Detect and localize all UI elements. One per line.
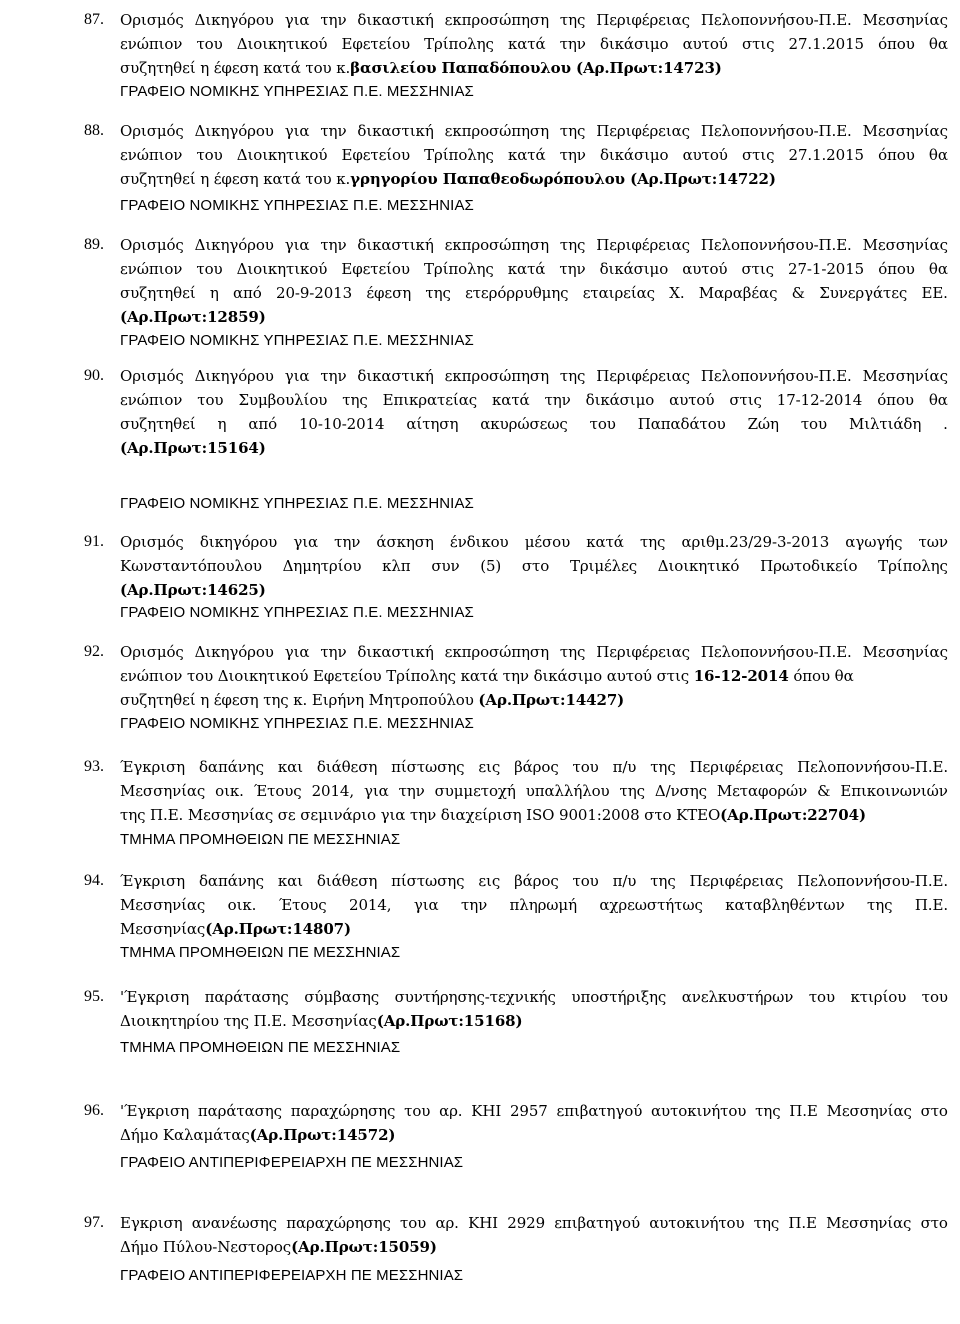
text-line: Μεσσηνίας οικ. Έτους 2014, για την συμμετοχή υπαλλήλου της Δ/νσης Μεταφορών & Επικοινωνιών <box>120 782 948 800</box>
bold-text: (Αρ.Πρωτ:12859) <box>120 308 266 326</box>
item-text <box>120 1099 948 1147</box>
line-text: Δήμο Πύλου-Νεστορος <box>120 1238 292 1256</box>
responsible-office: ΤΜΗΜΑ ΠΡΟΜΗΘΕΙΩΝ ΠΕ ΜΕΣΣΗΝΙΑΣ <box>120 831 401 848</box>
line-text: συζητηθεί η έφεση κατά του κ. <box>120 170 351 188</box>
line-text: ενώπιον του Διοικητικού Εφετείου Τρίπολης κατά την δικάσιμο αυτού στις <box>120 667 694 685</box>
text-line: ενώπιον του Διοικητικού Εφετείου Τρίπολης κατά την δικάσιμο αυτού στις 27.1.2015 όπου θα <box>120 146 948 164</box>
item-number: 93. <box>84 758 104 775</box>
text-line <box>120 1123 948 1147</box>
bold-text: (Αρ.Πρωτ:14572) <box>249 1126 396 1144</box>
text-line: Ορισμός Δικηγόρου για την δικαστική εκπροσώπηση της Περιφέρειας Πελοποννήσου-Π.Ε. Μεσσηνίας <box>120 122 948 140</box>
text-line: ενώπιον του Διοικητικού Εφετείου Τρίπολης κατά την δικάσιμο αυτού στις 27.1.2015 όπου θα <box>120 35 948 53</box>
bold-text: (Αρ.Πρωτ:15168) <box>376 1012 523 1030</box>
item-text <box>120 640 948 712</box>
item-text <box>120 755 948 827</box>
responsible-office: ΓΡΑΦΕΙΟ ΝΟΜΙΚΗΣ ΥΠΗΡΕΣΙΑΣ Π.Ε. ΜΕΣΣΗΝΙΑΣ <box>120 83 474 100</box>
item-number: 91. <box>84 533 104 550</box>
text-line <box>120 664 948 688</box>
bold-text: (Αρ.Πρωτ:14807) <box>205 920 352 938</box>
line-text: Διοικητηρίου της Π.Ε. Μεσσηνίας <box>120 1012 377 1030</box>
bold-text: (Αρ.Πρωτ:14625) <box>120 581 266 599</box>
item-text <box>120 530 948 602</box>
line-text: Δήμο Καλαμάτας <box>120 1126 250 1144</box>
text-line: Έγκριση δαπάνης και διάθεση πίστωσης εις βάρος του π/υ της Περιφέρειας Πελοποννήσου-Π.Ε. <box>120 872 948 890</box>
text-line <box>120 56 948 80</box>
item-number: 89. <box>84 236 104 253</box>
text-line <box>120 305 948 329</box>
line-text: Μεσσηνίας <box>120 920 206 938</box>
responsible-office: ΓΡΑΦΕΙΟ ΝΟΜΙΚΗΣ ΥΠΗΡΕΣΙΑΣ Π.Ε. ΜΕΣΣΗΝΙΑΣ <box>120 715 474 732</box>
bold-text: (Αρ.Πρωτ:15164) <box>120 439 266 457</box>
text-line: Μεσσηνίας οικ. Έτους 2014, για την πληρωμή αχρεωστήτως καταβληθέντων της Π.Ε. <box>120 896 948 914</box>
text-line: Ορισμός δικηγόρου για την άσκηση ένδικου μέσου κατά της αριθμ.23/29-3-2013 αγωγής των <box>120 533 948 551</box>
item-text <box>120 119 948 191</box>
responsible-office: ΓΡΑΦΕΙΟ ΝΟΜΙΚΗΣ ΥΠΗΡΕΣΙΑΣ Π.Ε. ΜΕΣΣΗΝΙΑΣ <box>120 604 474 621</box>
item-number: 95. <box>84 988 104 1005</box>
text-line <box>120 578 948 602</box>
responsible-office: ΤΜΗΜΑ ΠΡΟΜΗΘΕΙΩΝ ΠΕ ΜΕΣΣΗΝΙΑΣ <box>120 944 401 961</box>
text-line: Ορισμός Δικηγόρου για την δικαστική εκπροσώπηση της Περιφέρειας Πελοποννήσου-Π.Ε. Μεσσηνίας <box>120 11 948 29</box>
responsible-office: ΓΡΑΦΕΙΟ ΑΝΤΙΠΕΡΙΦΕΡΕΙΑΡΧΗ ΠΕ ΜΕΣΣΗΝΙΑΣ <box>120 1267 464 1284</box>
text-line: Ορισμός Δικηγόρου για την δικαστική εκπροσώπηση της Περιφέρειας Πελοποννήσου-Π.Ε. Μεσσηνίας <box>120 643 948 661</box>
text-line: Κωνσταντόπουλου Δημητρίου κλπ συν (5) στο Τριμέλες Διοικητικό Πρωτοδικείο Τρίπολης <box>120 557 948 575</box>
text-line <box>120 917 948 941</box>
item-number: 88. <box>84 122 104 139</box>
text-line: ενώπιον του Διοικητικού Εφετείου Τρίπολης κατά την δικάσιμο αυτού στις 27-1-2015 όπου θα <box>120 260 948 278</box>
text-line: 'Έγκριση παράτασης παραχώρησης του αρ. ΚΗΙ 2957 επιβατηγού αυτοκινήτου της Π.Ε Μεσσηνίας στο <box>120 1102 948 1120</box>
bold-text: (Αρ.Πρωτ:22704) <box>720 806 866 824</box>
item-text <box>120 364 948 460</box>
text-line: Έγκριση δαπάνης και διάθεση πίστωσης εις βάρος του π/υ της Περιφέρειας Πελοποννήσου-Π.Ε. <box>120 758 948 776</box>
bold-text: (Αρ.Πρωτ:14427) <box>478 691 625 709</box>
responsible-office: ΓΡΑΦΕΙΟ ΝΟΜΙΚΗΣ ΥΠΗΡΕΣΙΑΣ Π.Ε. ΜΕΣΣΗΝΙΑΣ <box>120 495 474 512</box>
line-text: της Π.Ε. Μεσσηνίας σε σεμινάριο για την διαχείριση ISO 9001:2008 στο ΚΤΕΟ <box>120 806 721 824</box>
text-line <box>120 803 948 827</box>
item-number: 97. <box>84 1214 104 1231</box>
text-line: συζητηθεί η από 20-9-2013 έφεση της ετερόρρυθμης εταιρείας Χ. Μαραβέας & Συνεργάτες ΕΕ. <box>120 284 948 302</box>
text-line: Εγκριση ανανέωσης παραχώρησης του αρ. ΚΗΙ 2929 επιβατηγού αυτοκινήτου της Π.Ε Μεσσηνίας στο <box>120 1214 948 1232</box>
line-text: συζητηθεί η έφεση κατά του κ. <box>120 59 351 77</box>
responsible-office: ΤΜΗΜΑ ΠΡΟΜΗΘΕΙΩΝ ΠΕ ΜΕΣΣΗΝΙΑΣ <box>120 1039 401 1056</box>
item-number: 90. <box>84 367 104 384</box>
bold-text: γρηγορίου Παπαθεοδωρόπουλου (Αρ.Πρωτ:14722) <box>350 170 776 188</box>
item-text <box>120 869 948 941</box>
text-line <box>120 436 948 460</box>
text-line <box>120 1009 948 1033</box>
text-line <box>120 167 948 191</box>
bold-text: 16-12-2014 <box>693 667 789 685</box>
responsible-office: ΓΡΑΦΕΙΟ ΑΝΤΙΠΕΡΙΦΕΡΕΙΑΡΧΗ ΠΕ ΜΕΣΣΗΝΙΑΣ <box>120 1154 464 1171</box>
line-text: συζητηθεί η έφεση της κ. Ειρήνη Μητροπούλου <box>120 691 479 709</box>
text-line: Ορισμός Δικηγόρου για την δικαστική εκπροσώπηση της Περιφέρειας Πελοποννήσου-Π.Ε. Μεσσηνίας <box>120 236 948 254</box>
item-text <box>120 233 948 329</box>
responsible-office: ΓΡΑΦΕΙΟ ΝΟΜΙΚΗΣ ΥΠΗΡΕΣΙΑΣ Π.Ε. ΜΕΣΣΗΝΙΑΣ <box>120 332 474 349</box>
item-number: 87. <box>84 11 104 28</box>
item-text <box>120 985 948 1033</box>
item-text <box>120 8 948 80</box>
item-text <box>120 1211 948 1259</box>
text-line: Ορισμός Δικηγόρου για την δικαστική εκπροσώπηση της Περιφέρειας Πελοποννήσου-Π.Ε. Μεσσηνίας <box>120 367 948 385</box>
responsible-office: ΓΡΑΦΕΙΟ ΝΟΜΙΚΗΣ ΥΠΗΡΕΣΙΑΣ Π.Ε. ΜΕΣΣΗΝΙΑΣ <box>120 197 474 214</box>
item-number: 96. <box>84 1102 104 1119</box>
item-number: 92. <box>84 643 104 660</box>
text-line: συζητηθεί η από 10-10-2014 αίτηση ακυρώσεως του Παπαδάτου Ζώη του Μιλτιάδη . <box>120 415 948 433</box>
text-line <box>120 1235 948 1259</box>
item-number: 94. <box>84 872 104 889</box>
bold-text: βασιλείου Παπαδόπουλου (Αρ.Πρωτ:14723) <box>350 59 722 77</box>
text-line <box>120 688 948 712</box>
line-text: όπου θα <box>788 667 854 685</box>
text-line: 'Έγκριση παράτασης σύμβασης συντήρησης-τεχνικής υποστήριξης ανελκυστήρων του κτιρίου του <box>120 988 948 1006</box>
text-line: ενώπιον του Συμβουλίου της Επικρατείας κατά την δικάσιμο αυτού στις 17-12-2014 όπου θα <box>120 391 948 409</box>
bold-text: (Αρ.Πρωτ:15059) <box>291 1238 437 1256</box>
